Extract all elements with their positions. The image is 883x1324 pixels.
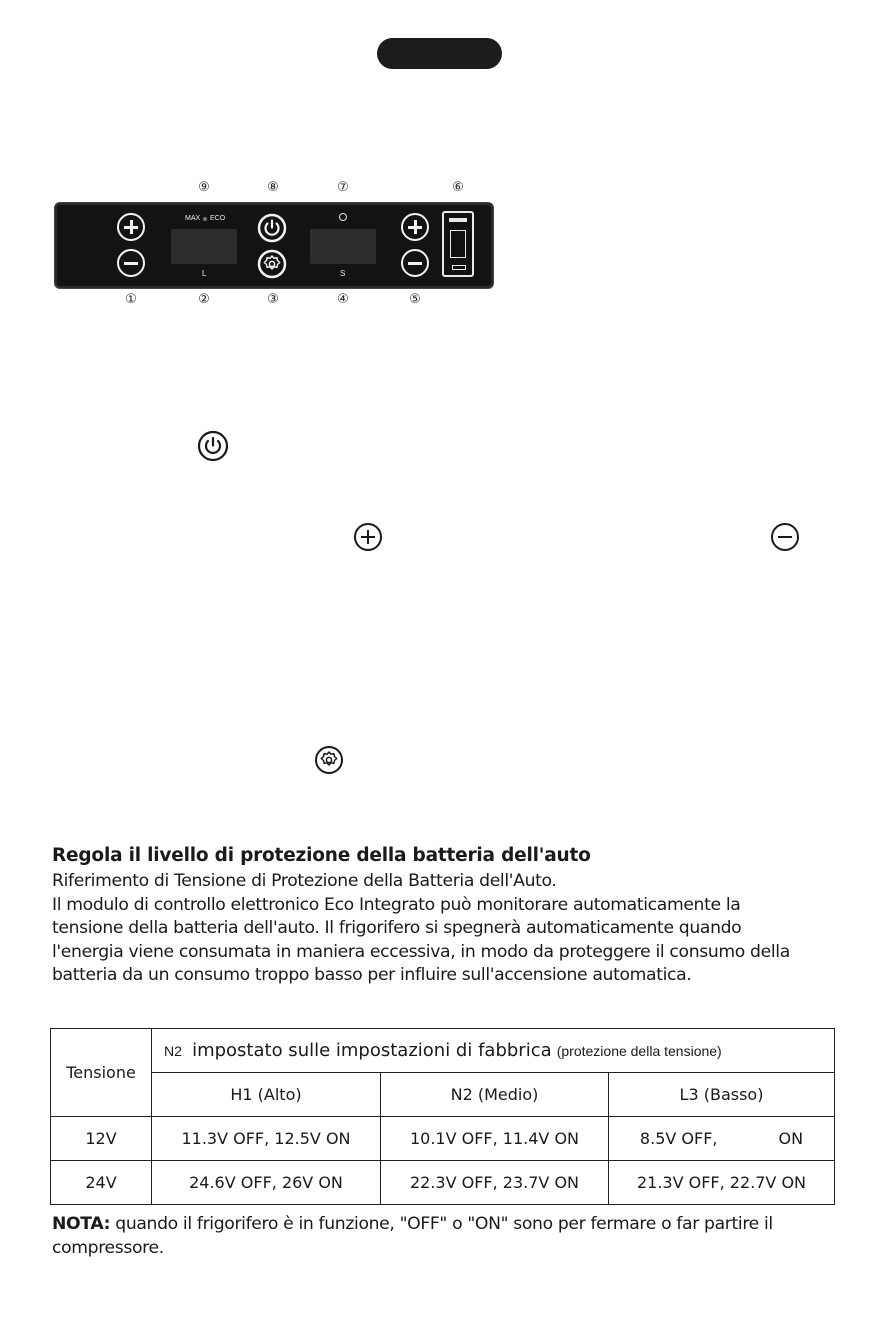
callout-2: ② [198, 292, 210, 307]
value-cell: 21.3V OFF, 22.7V ON [609, 1161, 835, 1205]
paragraph-line: l'energia viene consumata in maniera eccessiva, in modo da proteggere il consumo della [52, 941, 790, 962]
right-minus-button[interactable] [401, 249, 429, 277]
minus-icon [771, 523, 799, 551]
table-row [51, 1161, 835, 1205]
snowflake-icon [339, 213, 347, 221]
callout-7: ⑦ [337, 180, 349, 195]
rocker-switch-icon[interactable] [442, 211, 474, 277]
power-icon [197, 430, 229, 462]
eco-label: ECO [210, 215, 226, 222]
s-label: S [340, 269, 346, 278]
section-paragraph [52, 870, 852, 988]
value-cell: 8.5V OFF, ON [609, 1117, 835, 1161]
left-display [171, 229, 237, 264]
plus-icon [354, 523, 382, 551]
max-label: MAX [185, 215, 201, 222]
callout-1: ① [125, 292, 137, 307]
control-panel [54, 202, 494, 289]
right-display [310, 229, 376, 264]
level-header: H1 (Alto) [152, 1073, 381, 1117]
left-plus-button[interactable] [117, 213, 145, 241]
left-minus-button[interactable] [117, 249, 145, 277]
gear-icon [314, 745, 344, 775]
note-text: quando il frigorifero è in funzione, "OFF" o "ON" sono per fermare o far partire il compressore. [52, 1214, 773, 1258]
level-header: N2 (Medio) [381, 1073, 609, 1117]
voltage-cell: 24V [51, 1161, 152, 1205]
value-cell: 11.3V OFF, 12.5V ON [152, 1117, 381, 1161]
tensione-header: Tensione [51, 1029, 152, 1117]
value-cell: 22.3V OFF, 23.7V ON [381, 1161, 609, 1205]
callout-5: ⑤ [409, 292, 421, 307]
paragraph-line: batteria da un consumo troppo basso per influire sull'accensione automatica. [52, 965, 692, 985]
note [52, 1212, 852, 1260]
factory-setting-header: N2 impostato sulle impostazioni di fabbrica (protezione della tensione) [152, 1029, 835, 1073]
callout-3: ③ [267, 292, 279, 307]
callout-4: ④ [337, 292, 349, 307]
paragraph-line: Riferimento di Tensione di Protezione della Batteria dell'Auto. [52, 871, 557, 891]
paragraph-line: tensione della batteria dell'auto. Il frigorifero si spegnerà automaticamente quando [52, 918, 742, 938]
table-header-row [51, 1029, 835, 1073]
paragraph-line: Il modulo di controllo elettronico Eco Integrato può monitorare automaticamente la [52, 894, 741, 915]
callout-9: ⑨ [198, 180, 210, 195]
voltage-cell: 12V [51, 1117, 152, 1161]
section-tab [377, 38, 502, 69]
value-cell: 10.1V OFF, 11.4V ON [381, 1117, 609, 1161]
level-header: L3 (Basso) [609, 1073, 835, 1117]
right-plus-button[interactable] [401, 213, 429, 241]
voltage-table [50, 1028, 835, 1205]
callout-6: ⑥ [452, 180, 464, 195]
note-label: NOTA: [52, 1214, 111, 1234]
settings-button[interactable] [257, 249, 287, 279]
section-heading: Regola il livello di protezione della batteria dell'auto [52, 845, 591, 866]
table-levels-row [51, 1073, 835, 1117]
l-label: L [202, 269, 207, 278]
table-row [51, 1117, 835, 1161]
value-cell: 24.6V OFF, 26V ON [152, 1161, 381, 1205]
eco-indicator-dot [203, 217, 207, 221]
callout-8: ⑧ [267, 180, 279, 195]
power-button[interactable] [257, 213, 287, 243]
